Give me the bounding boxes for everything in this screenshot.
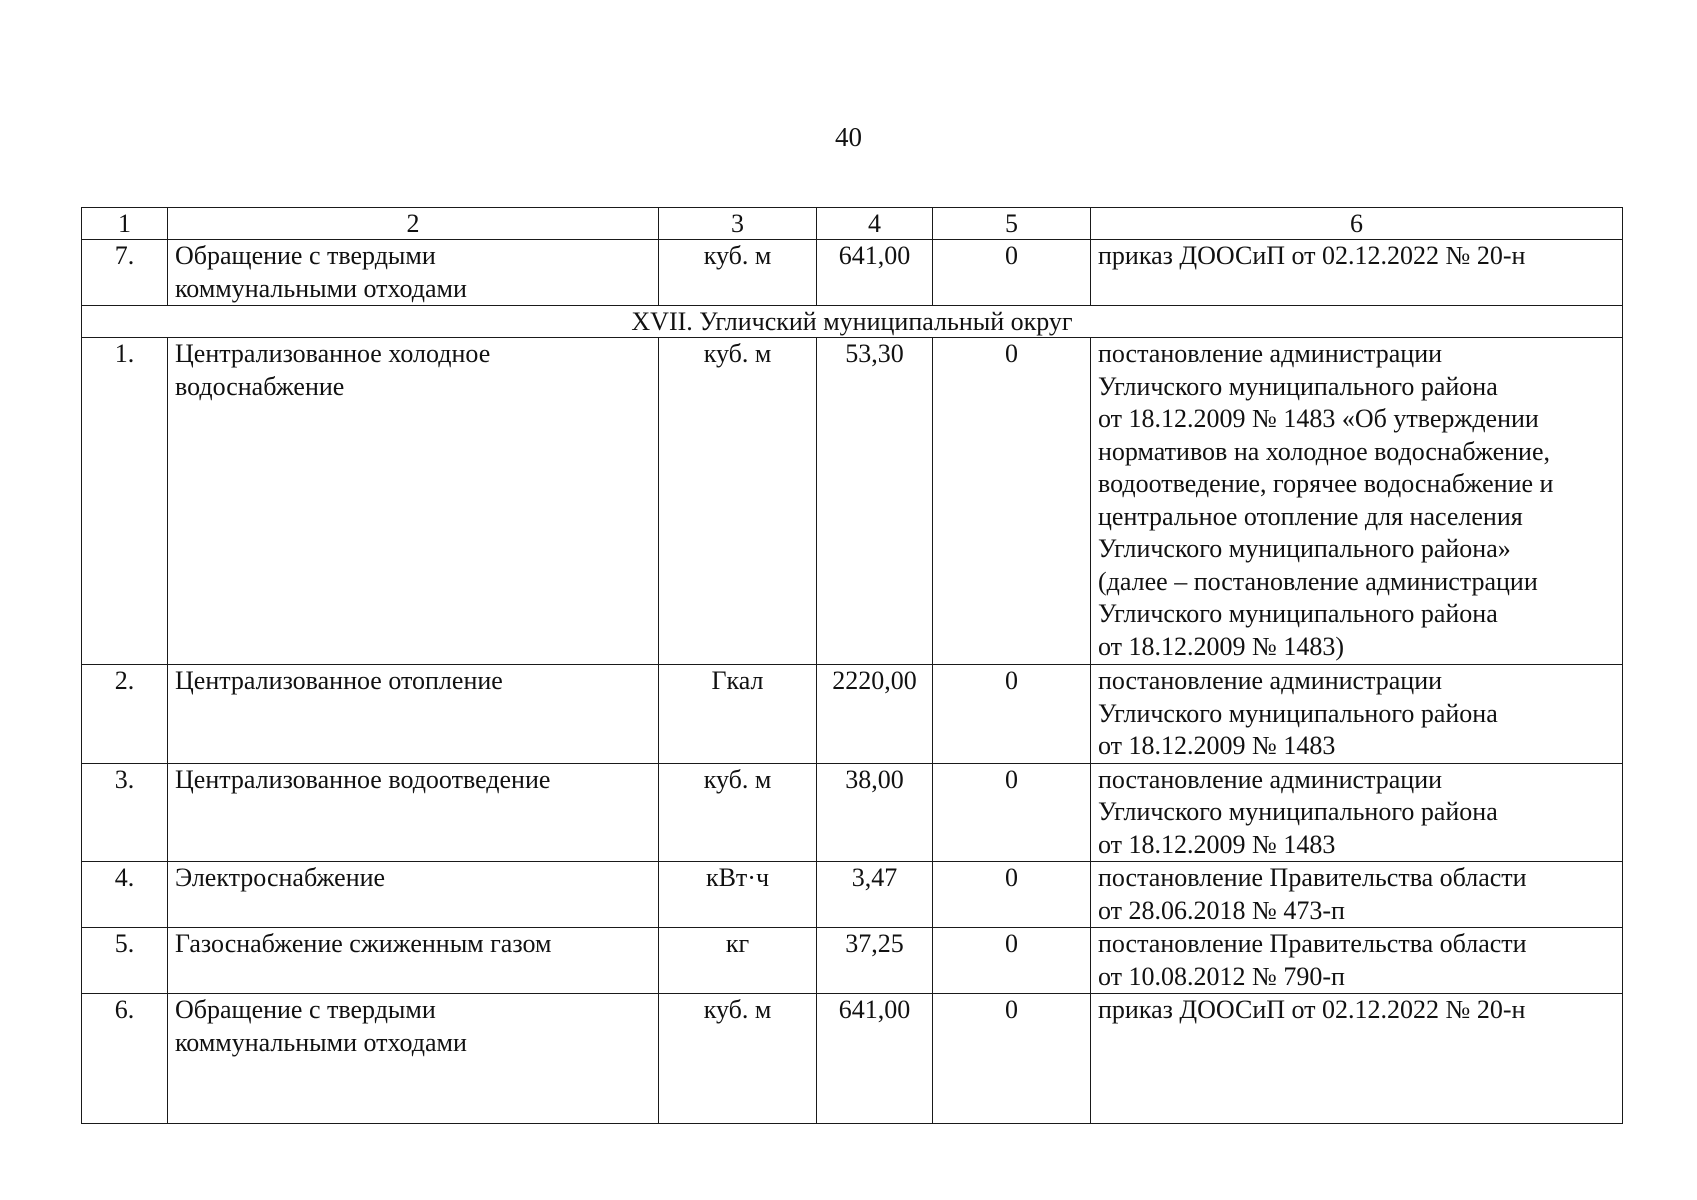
column-5-value: 0 (933, 928, 1091, 994)
norm-value: 2220,00 (817, 665, 933, 764)
section-row (82, 306, 1623, 338)
section-title: XVII. Угличский муниципальный округ (82, 306, 1623, 338)
column-5-value: 0 (933, 994, 1091, 1124)
service-name: Централизованное холодное водоснабжение (168, 338, 659, 665)
norm-value: 38,00 (817, 763, 933, 862)
header-cell: 3 (659, 208, 817, 240)
service-name: Газоснабжение сжиженным газом (168, 928, 659, 994)
row-number: 2. (82, 665, 168, 764)
row-number: 4. (82, 862, 168, 928)
header-cell: 4 (817, 208, 933, 240)
table-row (82, 862, 1623, 928)
header-cell: 1 (82, 208, 168, 240)
norm-value: 641,00 (817, 240, 933, 306)
row-number: 3. (82, 763, 168, 862)
table-row (82, 763, 1623, 862)
unit-cell: куб. м (659, 763, 817, 862)
norm-value: 641,00 (817, 994, 933, 1124)
table-row (82, 994, 1623, 1124)
norm-value: 53,30 (817, 338, 933, 665)
service-name: Централизованное отопление (168, 665, 659, 764)
unit-cell: куб. м (659, 338, 817, 665)
legal-basis: приказ ДООСиП от 02.12.2022 № 20-н (1091, 994, 1623, 1124)
unit-cell: кВт·ч (659, 862, 817, 928)
table-row (82, 240, 1623, 306)
column-5-value: 0 (933, 240, 1091, 306)
header-cell: 2 (168, 208, 659, 240)
table-row (82, 338, 1623, 665)
row-number: 5. (82, 928, 168, 994)
row-number: 1. (82, 338, 168, 665)
service-name: Электроснабжение (168, 862, 659, 928)
legal-basis: приказ ДООСиП от 02.12.2022 № 20-н (1091, 240, 1623, 306)
service-name: Централизованное водоотведение (168, 763, 659, 862)
table-row (82, 665, 1623, 764)
legal-basis: постановление администрации Угличского муниципального района от 18.12.2009 № 1483 «Об утверждении нормативов на холодное водоснабжение, водоотведение, горячее водоснабжение и центральное отопление для населения Угличского муниципального района» (далее – постановление администрации Угличского муниципального района от 18.12.2009 № 1483) (1091, 338, 1623, 665)
header-cell: 6 (1091, 208, 1623, 240)
unit-cell: Гкал (659, 665, 817, 764)
page-number: 40 (835, 122, 862, 152)
table-header-row (82, 208, 1623, 240)
norms-table (81, 207, 1623, 1124)
unit-cell: куб. м (659, 240, 817, 306)
legal-basis: постановление администрации Угличского муниципального района от 18.12.2009 № 1483 (1091, 665, 1623, 764)
unit-cell: кг (659, 928, 817, 994)
column-5-value: 0 (933, 338, 1091, 665)
service-name: Обращение с твердыми коммунальными отходами (168, 994, 659, 1124)
row-number: 6. (82, 994, 168, 1124)
table-row (82, 928, 1623, 994)
row-number: 7. (82, 240, 168, 306)
column-5-value: 0 (933, 665, 1091, 764)
norm-value: 3,47 (817, 862, 933, 928)
legal-basis: постановление Правительства области от 28.06.2018 № 473-п (1091, 862, 1623, 928)
service-name: Обращение с твердыми коммунальными отходами (168, 240, 659, 306)
column-5-value: 0 (933, 763, 1091, 862)
column-5-value: 0 (933, 862, 1091, 928)
unit-cell: куб. м (659, 994, 817, 1124)
header-cell: 5 (933, 208, 1091, 240)
legal-basis: постановление администрации Угличского муниципального района от 18.12.2009 № 1483 (1091, 763, 1623, 862)
legal-basis: постановление Правительства области от 10.08.2012 № 790-п (1091, 928, 1623, 994)
norm-value: 37,25 (817, 928, 933, 994)
